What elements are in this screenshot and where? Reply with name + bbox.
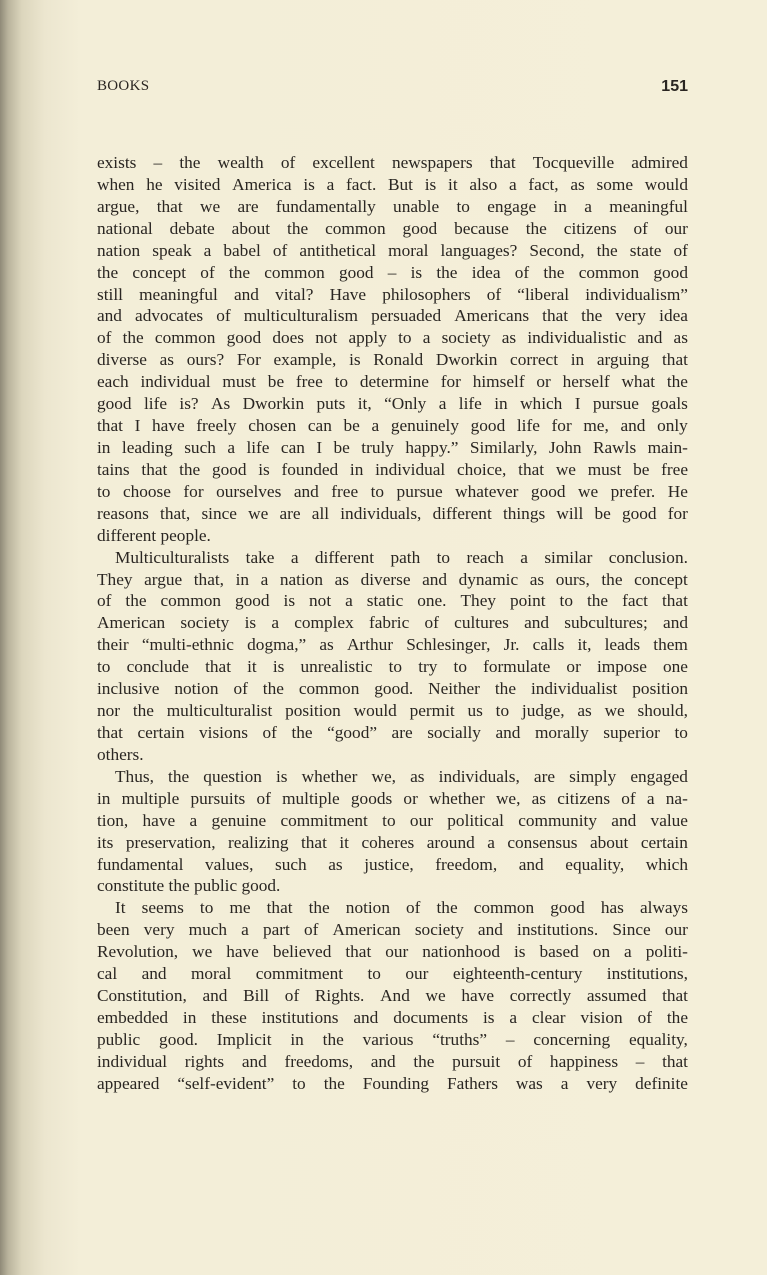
text-line: still meaningful and vital? Have philosophers of “liberal individualism” (97, 284, 688, 304)
text-line: their “multi-ethnic dogma,” as Arthur Schlesinger, Jr. calls it, leads them (97, 635, 688, 655)
text-line: of the common good is not a static one. They point to the fact that (97, 591, 688, 611)
paragraph (97, 152, 688, 547)
text-line: argue, that we are fundamentally unable to engage in a meaningful (97, 196, 688, 216)
page-header (97, 78, 688, 100)
running-head: BOOKS (97, 78, 150, 94)
text-line: public good. Implicit in the various “truths” – concerning equality, (97, 1029, 688, 1049)
text-line: Multiculturalists take a different path to reach a similar conclusion. (115, 547, 688, 567)
text-line: Thus, the question is whether we, as individuals, are simply engaged (115, 766, 688, 786)
text-line: and advocates of multiculturalism persuaded Americans that the very idea (97, 306, 688, 326)
text-line: constitute the public good. (97, 876, 281, 896)
text-line: appeared “self-evident” to the Founding Fathers was a very definite (97, 1073, 688, 1093)
text-line: tion, have a genuine commitment to our political community and value (97, 810, 688, 830)
text-line: that I have freely chosen can be a genuinely good life for me, and only (97, 416, 688, 436)
text-line: American society is a complex fabric of cultures and subcultures; and (97, 613, 688, 633)
text-line: to choose for ourselves and free to pursue whatever good we prefer. He (97, 481, 688, 501)
text-line: nation speak a babel of antithetical moral languages? Second, the state of (97, 240, 688, 260)
text-line: in leading such a life can I be truly happy.” Similarly, John Rawls main- (97, 437, 688, 457)
text-line: cal and moral commitment to our eighteenth-century institutions, (97, 964, 688, 984)
text-line: exists – the wealth of excellent newspapers that Tocqueville admired (97, 153, 688, 172)
text-line: diverse as ours? For example, is Ronald Dworkin correct in arguing that (97, 350, 688, 370)
text-line: that certain visions of the “good” are socially and morally superior to (97, 722, 688, 742)
page-number: 151 (661, 78, 688, 95)
text-line: tains that the good is founded in individual choice, that we must be free (97, 459, 688, 479)
text-line: the concept of the common good – is the idea of the common good (97, 262, 688, 282)
body-text (97, 152, 688, 1095)
text-line: different people. (97, 525, 211, 545)
text-line: to conclude that it is unrealistic to try to formulate or impose one (97, 657, 688, 677)
text-line: each individual must be free to determine for himself or herself what the (97, 372, 688, 392)
text-line: national debate about the common good because the citizens of our (97, 218, 688, 238)
text-line: It seems to me that the notion of the common good has always (115, 898, 688, 918)
text-line: embedded in these institutions and documents is a clear vision of the (97, 1007, 688, 1027)
text-line: reasons that, since we are all individuals, different things will be good for (97, 503, 688, 523)
text-line: good life is? As Dworkin puts it, “Only a life in which I pursue goals (97, 394, 688, 414)
paragraph (97, 766, 688, 898)
text-line: when he visited America is a fact. But is it also a fact, as some would (97, 174, 688, 194)
paragraph (97, 547, 688, 766)
text-line: of the common good does not apply to a society as individualistic and as (97, 328, 688, 348)
text-line: individual rights and freedoms, and the pursuit of happiness – that (97, 1051, 688, 1071)
text-line: in multiple pursuits of multiple goods or whether we, as citizens of a na- (97, 788, 688, 808)
text-line: others. (97, 744, 144, 764)
paragraph (97, 897, 688, 1094)
text-line: Revolution, we have believed that our nationhood is based on a politi- (97, 942, 688, 962)
text-line: inclusive notion of the common good. Neither the individualist position (97, 679, 688, 699)
text-line: fundamental values, such as justice, freedom, and equality, which (97, 854, 688, 874)
text-line: been very much a part of American society and institutions. Since our (97, 920, 688, 940)
text-line: its preservation, realizing that it coheres around a consensus about certain (97, 832, 688, 852)
text-line: nor the multiculturalist position would permit us to judge, as we should, (97, 701, 688, 721)
text-line: They argue that, in a nation as diverse and dynamic as ours, the concept (97, 569, 688, 589)
text-line: Constitution, and Bill of Rights. And we have correctly assumed that (97, 986, 688, 1006)
